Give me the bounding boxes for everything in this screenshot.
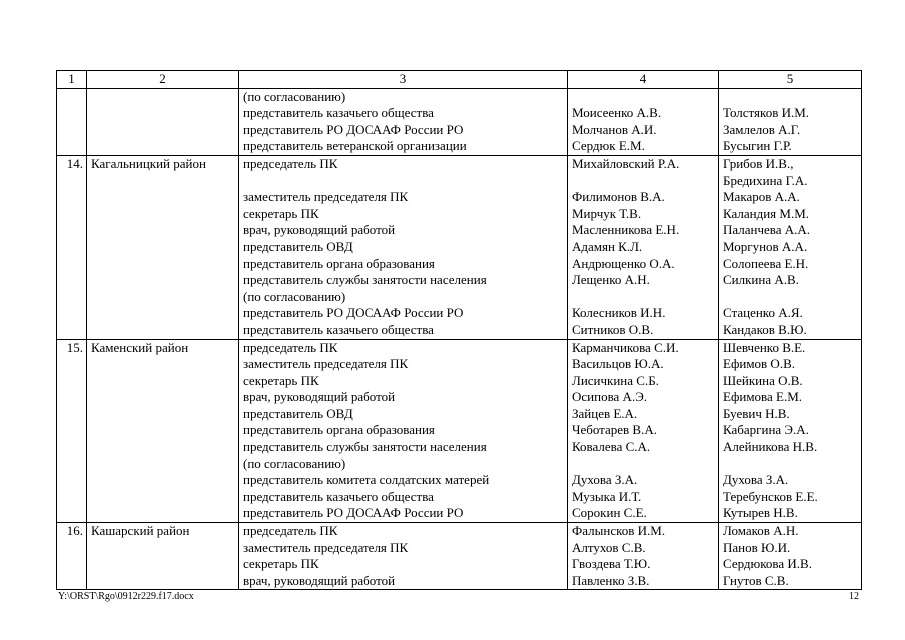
alternate-member-line: Замлелов А.Г. bbox=[723, 121, 801, 137]
position-line: заместитель председателя ПК bbox=[243, 356, 409, 372]
positions-cell bbox=[239, 523, 568, 590]
position-line: заместитель председателя ПК bbox=[243, 539, 409, 555]
position-line: (по согласованию) bbox=[243, 455, 346, 471]
alternate-member-line: Теребунсков Е.Е. bbox=[723, 488, 818, 504]
primary-member-line: Сердюк Е.М. bbox=[572, 138, 645, 154]
row-number: 15. bbox=[57, 339, 87, 523]
alternate-member-line: Панов Ю.И. bbox=[723, 539, 791, 555]
alternate-cell bbox=[719, 523, 862, 590]
alternate-member-line: Ломаков А.Н. bbox=[723, 523, 799, 539]
table-row bbox=[57, 523, 862, 590]
primary-cell bbox=[568, 339, 719, 523]
alternate-member-line: Бусыгин Г.Р. bbox=[723, 138, 792, 154]
position-line: представитель РО ДОСААФ России РО bbox=[243, 305, 464, 321]
primary-member-line: Васильцов Ю.А. bbox=[572, 356, 664, 372]
primary-member-line: Зайцев Е.А. bbox=[572, 405, 638, 421]
position-line: председатель ПК bbox=[243, 339, 338, 355]
position-line: представитель органа образования bbox=[243, 422, 435, 438]
primary-member-line: Ситников О.В. bbox=[572, 321, 654, 337]
alternate-member-line: Кандаков В.Ю. bbox=[723, 321, 807, 337]
position-line: секретарь ПК bbox=[243, 372, 319, 388]
row-number: 14. bbox=[57, 155, 87, 339]
primary-member-line: Молчанов А.И. bbox=[572, 121, 657, 137]
alternate-member-line: Шевченко В.Е. bbox=[723, 339, 806, 355]
position-line: представитель РО ДОСААФ России РО bbox=[243, 121, 464, 137]
primary-member-line: Колесников И.Н. bbox=[572, 305, 666, 321]
alternate-member-line: Бредихина Г.А. bbox=[723, 172, 808, 188]
alternate-member-line: Кутырев Н.В. bbox=[723, 505, 798, 521]
column-header-4: 4 bbox=[568, 71, 719, 89]
alternate-member-line: Сердюкова И.В. bbox=[723, 556, 812, 572]
primary-member-line: Павленко З.В. bbox=[572, 572, 650, 588]
district-name: Каменский район bbox=[87, 339, 239, 523]
alternate-member-line: Ефимова Е.М. bbox=[723, 389, 803, 405]
alternate-member-line: Шейкина О.В. bbox=[723, 372, 803, 388]
primary-member-line bbox=[572, 173, 714, 190]
position-line: секретарь ПК bbox=[243, 205, 319, 221]
position-line: председатель ПК bbox=[243, 155, 338, 171]
row-number: 16. bbox=[57, 523, 87, 590]
alternate-member-line bbox=[723, 456, 857, 473]
primary-member-line: Ковалева С.А. bbox=[572, 439, 651, 455]
alternate-member-line: Ефимов О.В. bbox=[723, 356, 795, 372]
position-line: представитель комитета солдатских матерей bbox=[243, 472, 490, 488]
position-line: заместитель председателя ПК bbox=[243, 189, 409, 205]
position-line: представитель ветеранской организации bbox=[243, 138, 467, 154]
primary-member-line: Духова З.А. bbox=[572, 472, 638, 488]
primary-member-line: Мирчук Т.В. bbox=[572, 205, 642, 221]
alternate-member-line: Силкина А.В. bbox=[723, 272, 799, 288]
table-row bbox=[57, 155, 862, 339]
primary-member-line: Осипова А.Э. bbox=[572, 389, 648, 405]
alternate-member-line: Кабаргина Э.А. bbox=[723, 422, 809, 438]
position-line: представитель казачьего общества bbox=[243, 105, 434, 121]
district-name: Кашарский район bbox=[87, 523, 239, 590]
alternate-member-line: Толстяков И.М. bbox=[723, 105, 810, 121]
alternate-member-line: Алейникова Н.В. bbox=[723, 439, 818, 455]
primary-member-line: Андрющенко О.А. bbox=[572, 255, 675, 271]
alternate-member-line bbox=[723, 289, 857, 306]
position-line: (по согласованию) bbox=[243, 88, 346, 104]
primary-member-line bbox=[572, 289, 714, 306]
table-row bbox=[57, 88, 862, 155]
alternate-member-line: Макаров А.А. bbox=[723, 189, 800, 205]
alternate-member-line: Солопеева Е.Н. bbox=[723, 255, 809, 271]
table-row bbox=[57, 339, 862, 523]
column-header-1: 1 bbox=[57, 71, 87, 89]
alternate-member-line: Паланчева А.А. bbox=[723, 222, 811, 238]
position-line: представитель РО ДОСААФ России РО bbox=[243, 505, 464, 521]
alternate-cell bbox=[719, 339, 862, 523]
position-line: представитель службы занятости населения bbox=[243, 272, 487, 288]
column-header-3: 3 bbox=[239, 71, 568, 89]
column-header-5: 5 bbox=[719, 71, 862, 89]
alternate-cell bbox=[719, 155, 862, 339]
column-header-2: 2 bbox=[87, 71, 239, 89]
primary-member-line: Лисичкина С.Б. bbox=[572, 372, 659, 388]
primary-member-line: Моисеенко А.В. bbox=[572, 105, 662, 121]
position-line: секретарь ПК bbox=[243, 556, 319, 572]
position-line: представитель казачьего общества bbox=[243, 321, 434, 337]
primary-member-line: Карманчикова С.И. bbox=[572, 339, 679, 355]
alternate-member-line: Стаценко А.Я. bbox=[723, 305, 803, 321]
position-line: председатель ПК bbox=[243, 523, 338, 539]
positions-cell bbox=[239, 88, 568, 155]
primary-member-line: Гвоздева Т.Ю. bbox=[572, 556, 651, 572]
primary-member-line bbox=[572, 89, 714, 106]
primary-cell bbox=[568, 155, 719, 339]
file-path: Y:\ORST\Rgo\0912r229.f17.docx bbox=[58, 591, 194, 602]
primary-member-line: Сорокин С.Е. bbox=[572, 505, 647, 521]
primary-member-line: Масленникова Е.Н. bbox=[572, 222, 680, 238]
alternate-member-line: Грибов И.В., bbox=[723, 155, 794, 171]
alternate-member-line: Буевич Н.В. bbox=[723, 405, 790, 421]
positions-cell bbox=[239, 339, 568, 523]
primary-cell bbox=[568, 523, 719, 590]
primary-member-line: Лещенко А.Н. bbox=[572, 272, 650, 288]
header-row bbox=[57, 71, 862, 89]
alternate-member-line: Моргунов А.А. bbox=[723, 238, 808, 254]
primary-member-line: Музыка И.Т. bbox=[572, 488, 642, 504]
row-number bbox=[57, 88, 87, 155]
alternate-member-line: Духова З.А. bbox=[723, 472, 789, 488]
primary-cell bbox=[568, 88, 719, 155]
position-line: врач, руководящий работой bbox=[243, 572, 396, 588]
alternate-cell bbox=[719, 88, 862, 155]
positions-cell bbox=[239, 155, 568, 339]
position-line: представитель службы занятости населения bbox=[243, 439, 487, 455]
position-line: представитель ОВД bbox=[243, 238, 353, 254]
position-line: (по согласованию) bbox=[243, 288, 346, 304]
primary-member-line: Чеботарев В.А. bbox=[572, 422, 657, 438]
district-name: Кагальницкий район bbox=[87, 155, 239, 339]
position-line bbox=[243, 173, 563, 190]
position-line: представитель органа образования bbox=[243, 255, 435, 271]
alternate-member-line bbox=[723, 89, 857, 106]
appointments-table bbox=[56, 70, 862, 590]
position-line: врач, руководящий работой bbox=[243, 222, 396, 238]
position-line: представитель казачьего общества bbox=[243, 488, 434, 504]
position-line: представитель ОВД bbox=[243, 405, 353, 421]
alternate-member-line: Каландия М.М. bbox=[723, 205, 810, 221]
primary-member-line: Филимонов В.А. bbox=[572, 189, 665, 205]
primary-member-line: Фалынсков И.М. bbox=[572, 523, 666, 539]
primary-member-line bbox=[572, 456, 714, 473]
position-line: врач, руководящий работой bbox=[243, 389, 396, 405]
primary-member-line: Михайловский Р.А. bbox=[572, 155, 680, 171]
primary-member-line: Адамян К.Л. bbox=[572, 238, 643, 254]
alternate-member-line: Гнутов С.В. bbox=[723, 572, 789, 588]
page-number: 12 bbox=[849, 591, 859, 602]
primary-member-line: Алтухов С.В. bbox=[572, 539, 646, 555]
district-name bbox=[87, 88, 239, 155]
